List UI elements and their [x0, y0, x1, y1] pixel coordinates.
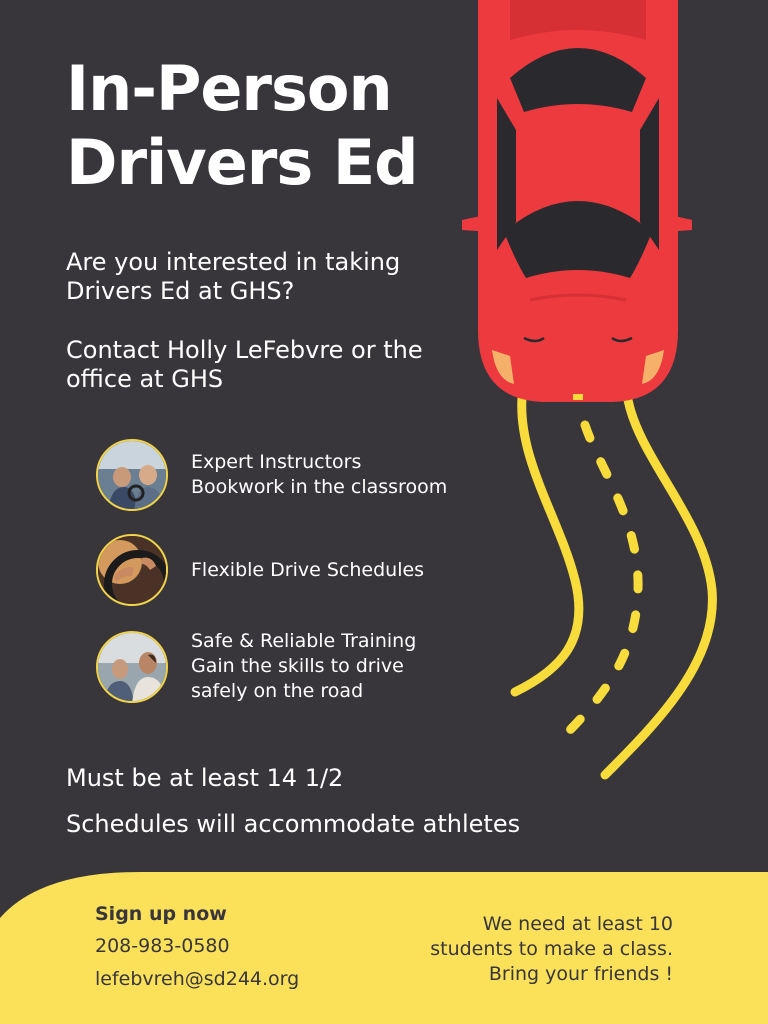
feature-text-instructors [191, 450, 447, 500]
feature-line: Gain the skills to drive [191, 655, 404, 677]
feature-text-training [191, 629, 416, 704]
feature-line: Expert Instructors [191, 451, 362, 473]
signup-heading: Sign up now [95, 903, 227, 925]
poster-title [66, 52, 418, 200]
road-edge-left [515, 398, 579, 692]
feature-line: Bookwork in the classroom [191, 476, 448, 498]
title-line-1: In-Person [66, 52, 392, 125]
title-line-2: Drivers Ed [66, 126, 418, 199]
email-address[interactable]: lefebvreh@sd244.org [95, 968, 300, 990]
red-car-icon [462, 0, 692, 402]
feature-line: Flexible Drive Schedules [191, 558, 425, 581]
age-requirement: Must be at least 14 1/2 [66, 764, 344, 792]
road-edge-right [605, 400, 712, 775]
feature-text-schedules [191, 558, 424, 583]
contact-text: Contact Holly LeFebvre or the office at GHS [66, 336, 423, 393]
feature-item-schedules [96, 534, 424, 606]
driver-training-photo [96, 631, 168, 703]
feature-item-instructors [96, 439, 447, 511]
intro-text: Are you interested in taking Drivers Ed at GHS? [66, 248, 401, 305]
feature-line: Safe & Reliable Training [191, 630, 417, 652]
feature-line: safely on the road [191, 680, 364, 702]
class-size-note [430, 912, 673, 987]
note-line: We need at least 10 [482, 913, 673, 935]
athlete-note: Schedules will accommodate athletes [66, 810, 521, 838]
feature-item-training [96, 629, 416, 704]
instructor-photo [96, 439, 168, 511]
steering-wheel-photo [96, 534, 168, 606]
phone-number[interactable]: 208-983-0580 [95, 935, 230, 957]
note-line: students to make a class. [430, 938, 673, 960]
car-road-illustration [455, 0, 745, 790]
note-line: Bring your friends ! [488, 963, 673, 985]
